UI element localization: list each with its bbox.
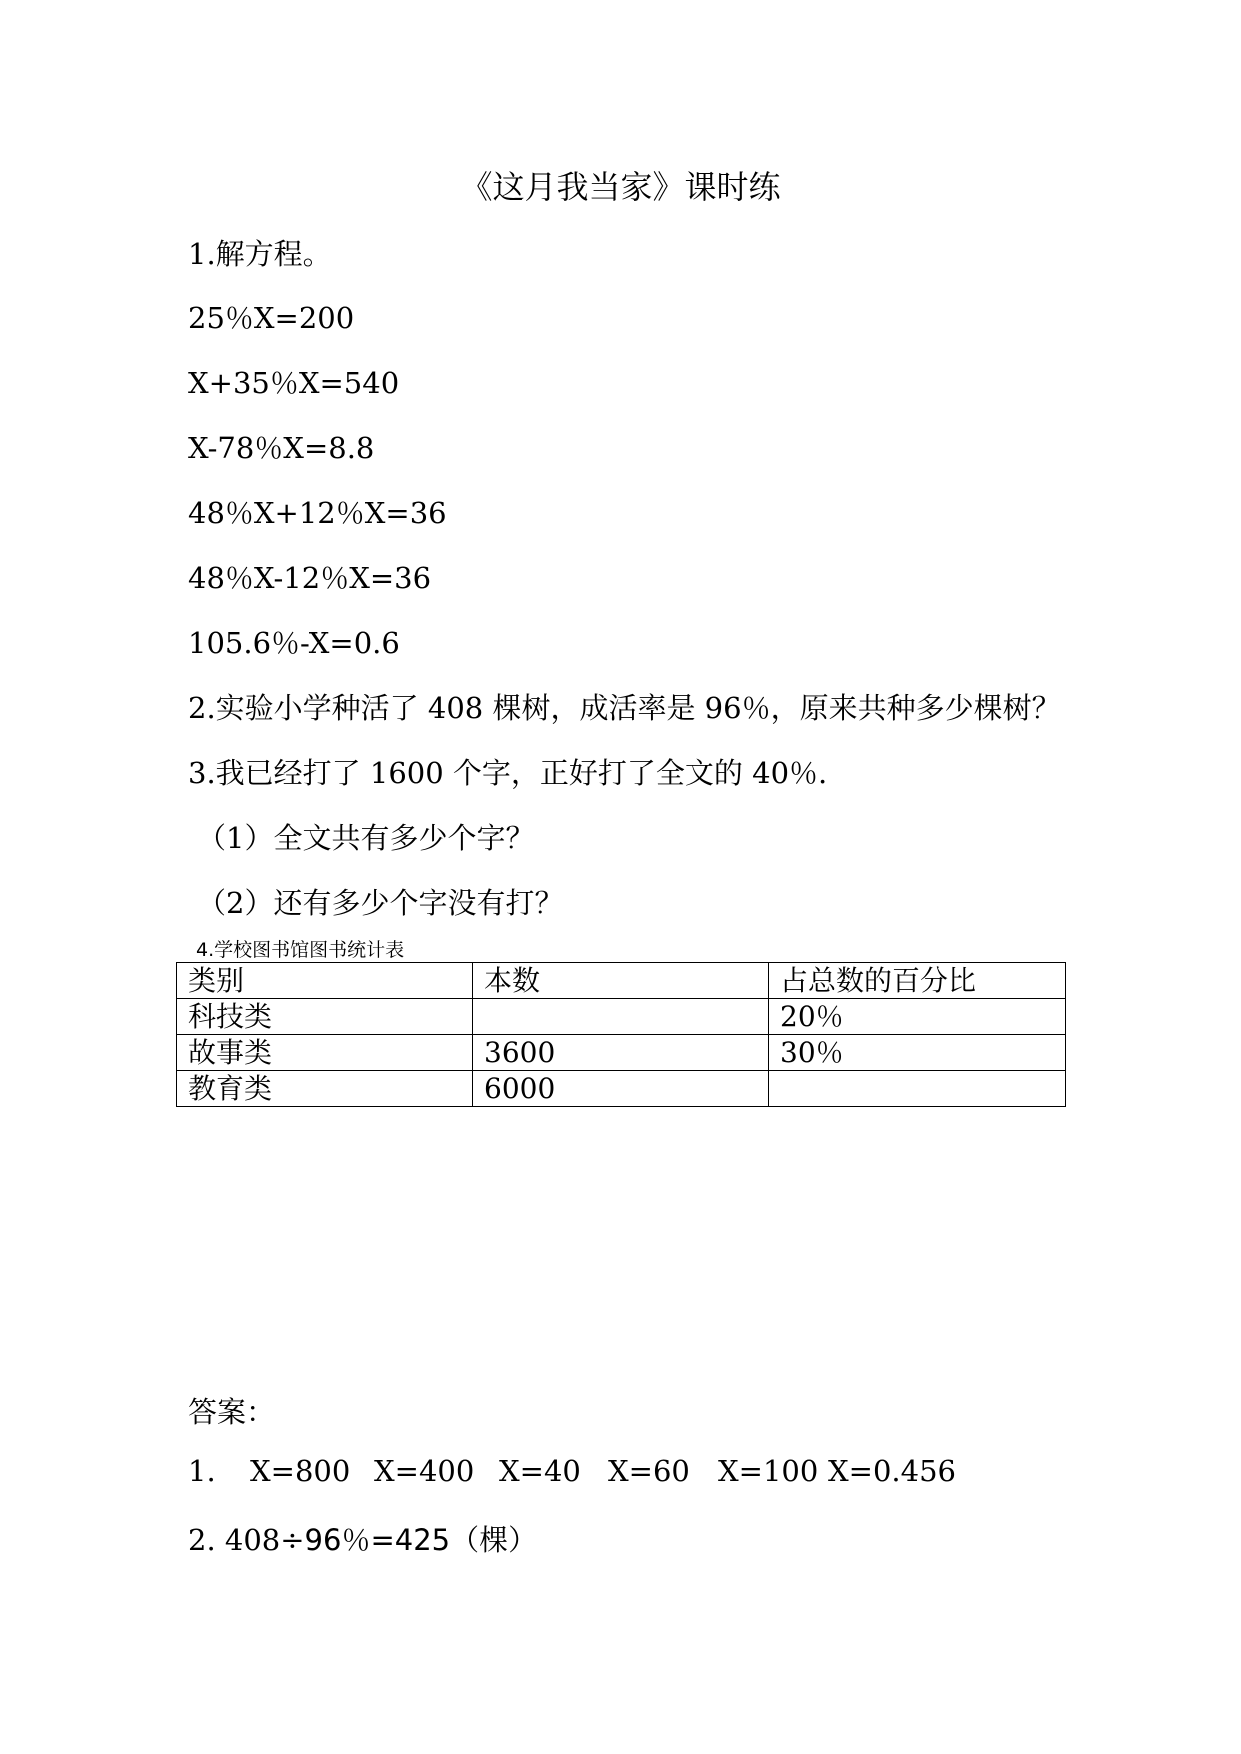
equation-3: X-78％X=8.8: [188, 431, 375, 465]
table-row: [177, 1035, 1066, 1071]
table-caption: 4.学校图书馆图书统计表: [196, 939, 405, 961]
answer-2-prefix: 2. 408÷: [188, 1523, 305, 1557]
answer-1-value: X=40: [499, 1454, 581, 1488]
equation-2: X+35％X=540: [188, 366, 400, 400]
table-cell: 30％: [769, 1035, 1066, 1071]
answer-1-value: X=100: [718, 1454, 819, 1488]
question-2: 2.实验小学种活了 408 棵树，成活率是 96％，原来共种多少棵树？: [188, 691, 1061, 725]
question-3: 3.我已经打了 1600 个字，正好打了全文的 40％.: [188, 756, 828, 790]
table-cell: [769, 1071, 1066, 1107]
equation-4: 48％X+12％X=36: [188, 496, 447, 530]
answer-2-unit: （棵）: [450, 1523, 538, 1557]
table-cell: 3600: [473, 1035, 769, 1071]
book-statistics-table: [176, 962, 1066, 1107]
equation-6: 105.6％-X=0.6: [188, 626, 400, 660]
table-cell: 科技类: [177, 999, 473, 1035]
header-percentage: 占总数的百分比: [769, 963, 1066, 999]
table-cell: 20％: [769, 999, 1066, 1035]
question-3-part-2: （2）还有多少个字没有打？: [197, 886, 564, 920]
header-count: 本数: [473, 963, 769, 999]
equation-5: 48％X-12％X=36: [188, 561, 432, 595]
table-row: [177, 999, 1066, 1035]
equation-1: 25％X=200: [188, 301, 355, 335]
table-cell: [473, 999, 769, 1035]
table-cell: 6000: [473, 1071, 769, 1107]
answer-1-value: X=800: [250, 1454, 351, 1488]
answer-1-value: X=0.456: [828, 1454, 956, 1488]
table-row: [177, 1071, 1066, 1107]
answer-2: [188, 1518, 537, 1559]
answer-2-calc: 96％=425: [304, 1523, 451, 1557]
table-cell: 故事类: [177, 1035, 473, 1071]
table-cell: 教育类: [177, 1071, 473, 1107]
header-category: 类别: [177, 963, 473, 999]
question-1-heading: 1.解方程。: [188, 237, 332, 271]
answer-1-value: X=60: [608, 1454, 690, 1488]
page-title: 《这月我当家》课时练: [460, 168, 781, 206]
table-header-row: [177, 963, 1066, 999]
question-3-part-1: （1）全文共有多少个字？: [197, 821, 535, 855]
answer-1-label: 1.: [188, 1454, 216, 1488]
answer-1-value: X=400: [374, 1454, 475, 1488]
answers-heading: 答案：: [188, 1395, 276, 1429]
